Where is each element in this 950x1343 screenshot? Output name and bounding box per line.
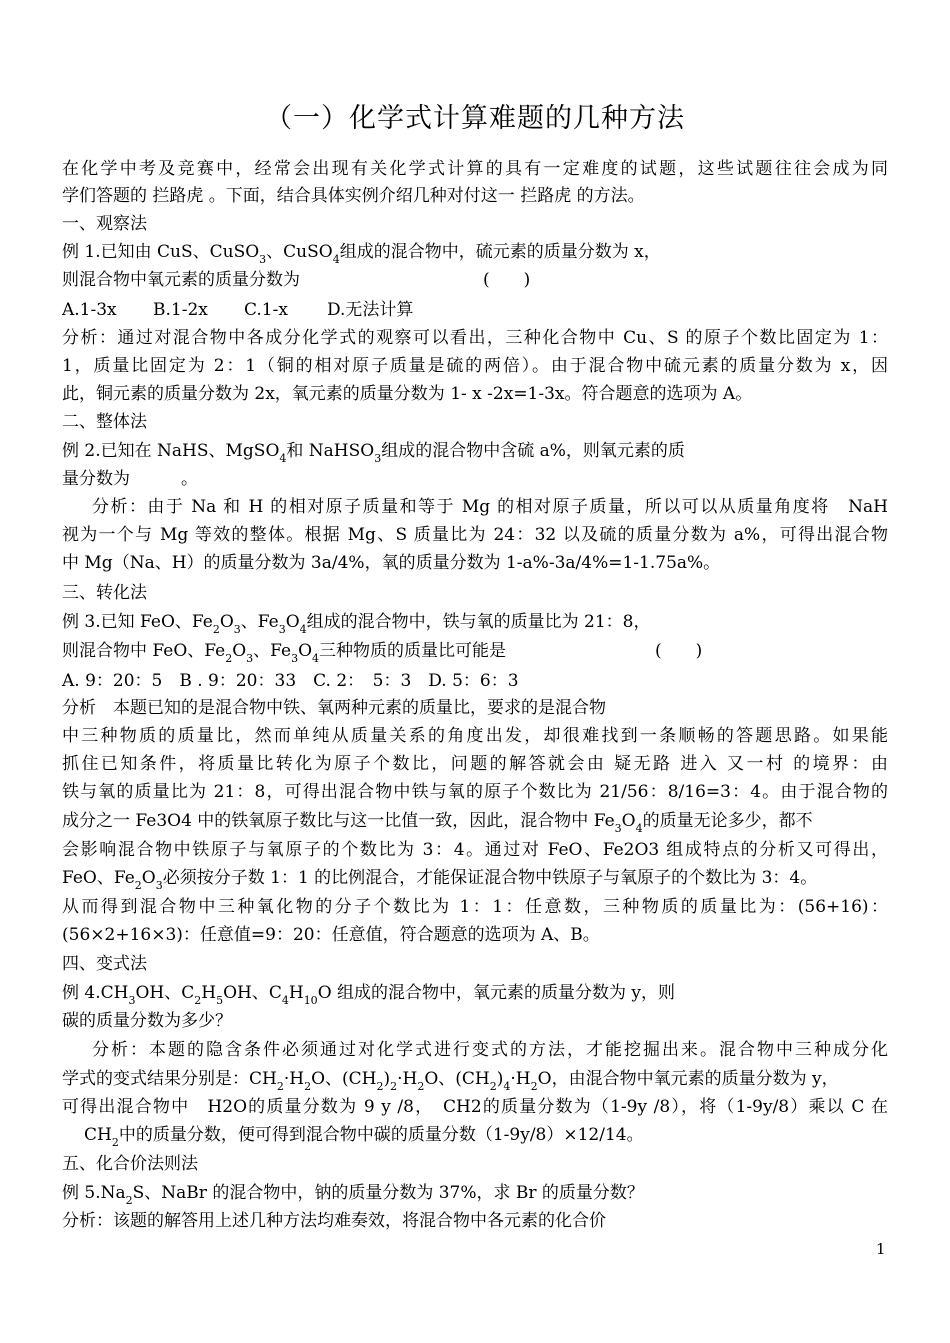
page-number: 1 (876, 1240, 886, 1258)
analysis-4-line-4: $CH_2$中的质量分数，便可得到混合物中碳的质量分数（1-9y/8）×12/14。 (84, 1125, 644, 1149)
example-4-question: 碳的质量分数为多少？ (62, 1011, 232, 1031)
section-2-heading: 二、整体法 (62, 412, 147, 432)
analysis-3-line-5: 会影响混合物中铁原子与氧原子的个数比为 3：4。通过对 FeO、Fe2O3 组成特点的分析又可得出， (62, 840, 888, 860)
analysis-4-line-1: 分析：本题的隐含条件必须通过对化学式进行变式的方法，才能挖掘出来。混合物中三种成分化 (92, 1040, 888, 1060)
analysis-1-line-2: 1，质量比固定为 2：1（铜的相对原子质量是硫的两倍）。由于混合物中硫元素的质量分数为 x，因 (62, 356, 888, 376)
analysis-3-line-8: (56×2+16×3)：任意值=9：20：任意值，符合题意的选项为 A、B。 (62, 925, 600, 945)
option-c: C.1-x (244, 300, 288, 320)
analysis-5-line-1: 分析：该题的解答用上述几种方法均难奏效，将混合物中各元素的化合价 (62, 1211, 606, 1231)
analysis-3-line-3: 铁与氧的质量比为 21：8，可得出混合物中铁与氧的原子个数比为 21/56：8/16=3：4。由于混合物的 (62, 782, 888, 802)
analysis-3-line-6: FeO、$Fe_2O_3$必须按分子数 1：1 的比例混合，才能保证混合物中铁原子与氧原子的个数比为 3：4。 (62, 868, 818, 892)
analysis-3-line-2: 抓住已知条件，将质量比转化为原子个数比，问题的解答就会由 疑无路 进入 又一村 的境界：由 (62, 754, 888, 774)
example-3-options: A. 9：20：5 B . 9：20：33 C. 2： 5：3 D. 5：6：3 (62, 671, 519, 691)
page-title: （一）化学式计算难题的几种方法 (265, 103, 685, 134)
option-b: B.1-2x (153, 300, 208, 320)
intro-line-2: 学们答题的 拦路虎 。下面，结合具体实例介绍几种对付这一 拦路虎 的方法。 (62, 186, 645, 206)
analysis-1-line-1: 分析：通过对混合物中各成分化学式的观察可以看出，三种化合物中 Cu、S 的原子个数比固定为 1： (62, 328, 888, 348)
option-a: A.1-3x (62, 300, 117, 320)
analysis-2-line-3: 中 Mg（Na、H）的质量分数为 3a/4%，氧的质量分数为 1-a%-3a/4%=1-1.75a%。 (62, 553, 721, 573)
analysis-4-line-3: 可得出混合物中 H2O的质量分数为 9 y /8， CH2的质量分数为（1-9y /8），将（1-9y/8）乘以 C 在 (62, 1097, 888, 1117)
example-5-line: 例 $5.Na_2S$、NaBr 的混合物中，钠的质量分数为 37%，求 Br 的质量分数？ (62, 1183, 644, 1207)
section-5-heading: 五、化合价法则法 (62, 1154, 198, 1174)
analysis-3-head: 分析 本题已知的是混合物中铁、氧两种元素的质量比，要求的是混合物 (62, 698, 606, 718)
section-1-heading: 一、观察法 (62, 214, 147, 234)
answer-paren: ( ) (483, 270, 531, 290)
analysis-4-line-2: 学式的变式结果分别是：$CH_2\cdot H_2O$、$(CH_2)_2\cdot H_2O$、$(CH_2)_4\cdot H_2O$，由混合物中氧元素的质量分数为 y， (62, 1069, 839, 1093)
analysis-1-line-3: 此，铜元素的质量分数为 2x，氧元素的质量分数为 1- x -2x=1-3x。符合题意的选项为 A。 (62, 384, 753, 404)
option-d: D.无法计算 (327, 300, 414, 320)
analysis-2-line-1: 分析：由于 Na 和 H 的相对原子质量和等于 Mg 的相对原子质量，所以可以从质量角度将 NaH (92, 497, 888, 517)
example-2-line: 例 2.已知在 NaHS、MgSO$_4$和 NaHSO$_3$组成的混合物中含硫 a%，则氧元素的质 (62, 441, 685, 465)
intro-line-1: 在化学中考及竞赛中，经常会出现有关化学式计算的具有一定难度的试题，这些试题往往会成为同 (62, 159, 888, 179)
example-1-question: 则混合物中氧元素的质量分数为 (62, 270, 300, 290)
section-3-heading: 三、转化法 (62, 583, 147, 603)
analysis-2-line-2: 视为一个与 Mg 等效的整体。根据 Mg、S 质量比为 24：32 以及硫的质量分数为 a%，可得出混合物 (62, 525, 888, 545)
analysis-3-line-7: 从而得到混合物中三种氧化物的分子个数比为 1：1：任意数，三种物质的质量比为：(56+16)： (62, 897, 888, 917)
example-4-line: 例 $4.CH_3OH$、$C_2H_5OH$、$C_4H_{10}O$ 组成的混合物中，氧元素的质量分数为 y，则 (62, 983, 676, 1007)
example-3-question: 则混合物中 FeO、$Fe_2O_3$、$Fe_3O_4$三种物质的质量比可能是 (62, 641, 507, 665)
example-2-question: 量分数为 。 (62, 469, 198, 489)
example-3-line: 例 3.已知 FeO、$Fe_2O_3$、$Fe_3O_4$组成的混合物中，铁与氧的质量比为 21：8， (62, 612, 651, 636)
analysis-3-line-4: 成分之一 Fe3O4 中的铁氧原子数比与这一比值一致，因此，混合物中 $Fe_3O_4$的质量无论多少，都不 (62, 811, 813, 835)
analysis-3-line-1: 中三种物质的质量比，然而单纯从质量关系的角度出发，却很难找到一条顺畅的答题思路。如果能 (62, 726, 888, 746)
section-4-heading: 四、变式法 (62, 954, 147, 974)
answer-paren: ( ) (655, 641, 703, 661)
example-1-line: 例 1.已知由 CuS、CuSO$_3$、CuSO$_4$组成的混合物中，硫元素的质量分数为 x， (62, 242, 661, 266)
